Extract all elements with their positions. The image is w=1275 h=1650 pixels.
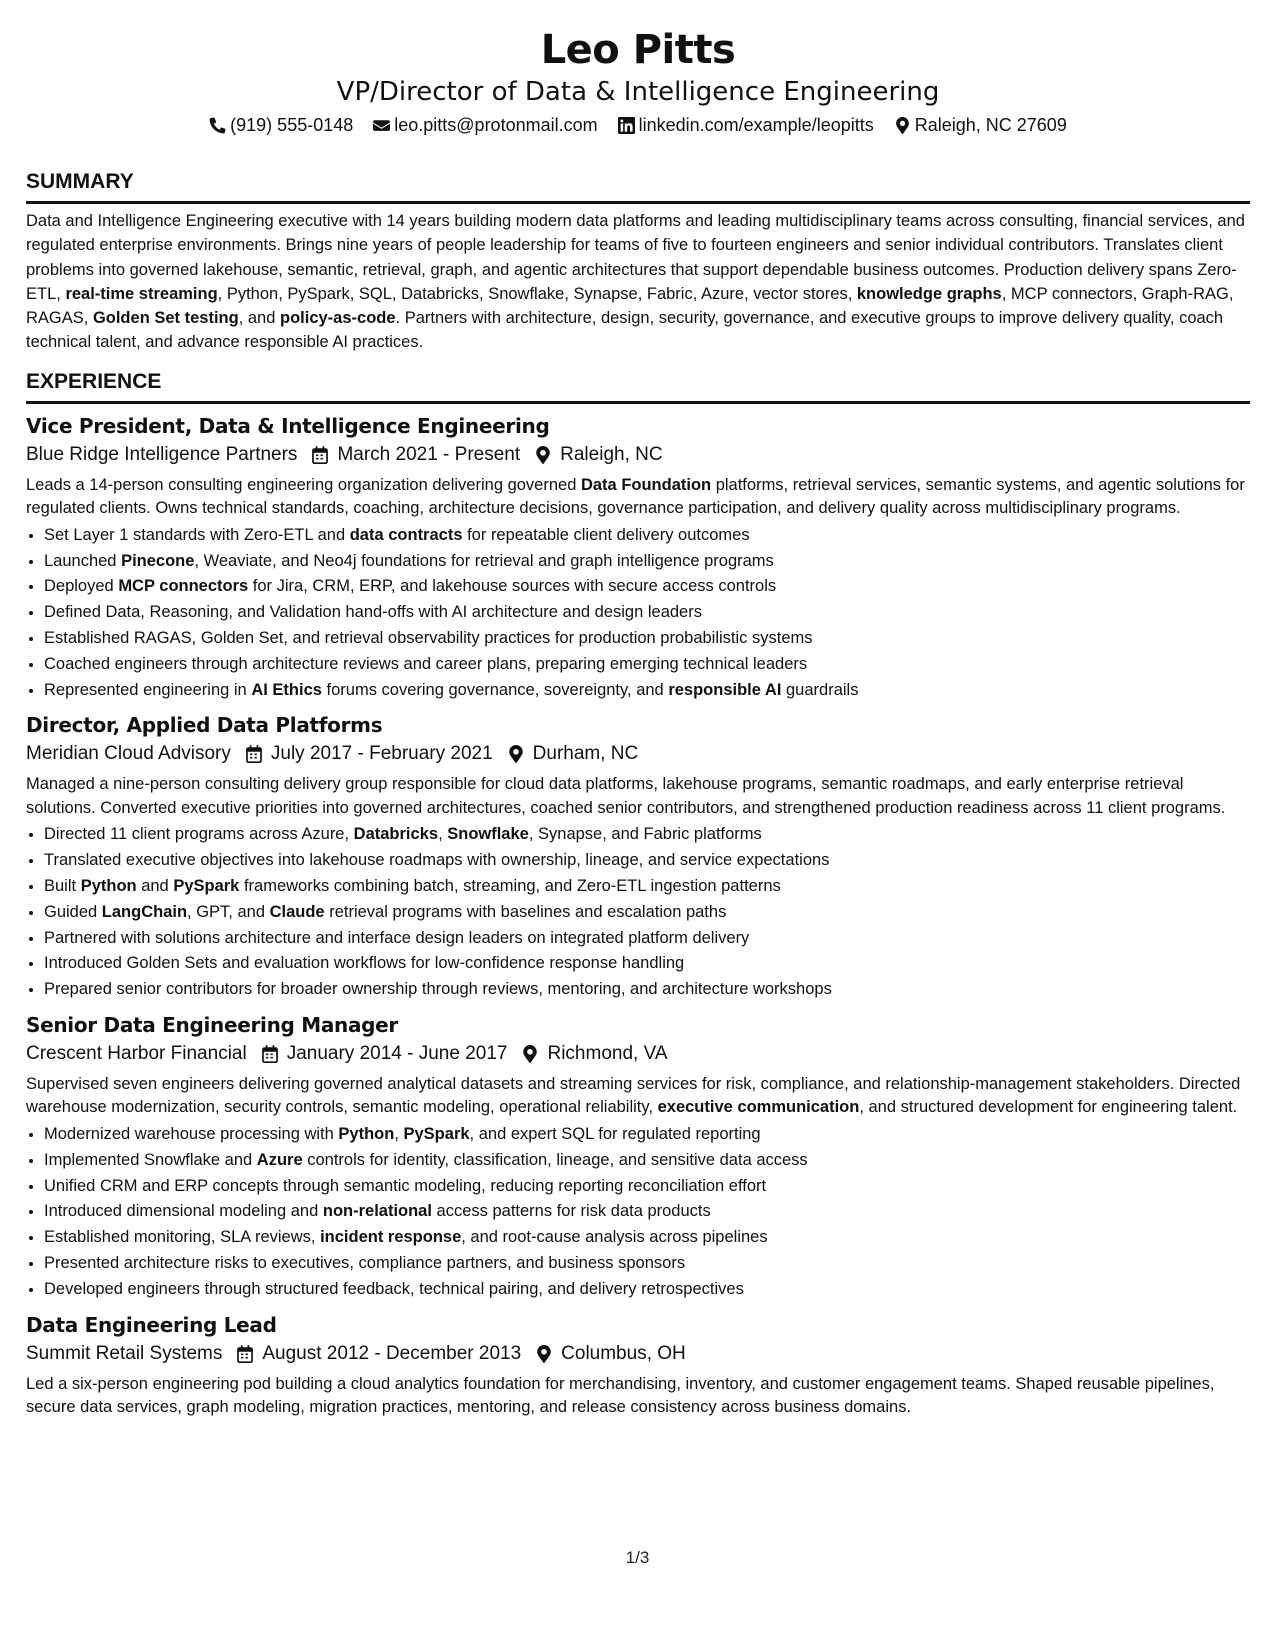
bold-text-run: LangChain bbox=[101, 902, 188, 921]
achievement-item bbox=[44, 1277, 1250, 1303]
text-run: Led a six-person engineering pod building a cloud analytics foundation for merchandising, inventory, and customer engagement teams. Shaped reusable pipelines, secure data services, graph modeling, migration practices, mentoring, and release consistency across business domains. bbox=[26, 1374, 1215, 1417]
section-divider bbox=[26, 201, 1250, 204]
contact-location-text: Raleigh, NC 27609 bbox=[914, 115, 1067, 135]
calendar-icon bbox=[245, 745, 263, 763]
text-run: , GPT, and bbox=[187, 902, 270, 921]
achievement-item bbox=[44, 951, 1250, 977]
text-run: Leads a 14-person consulting engineering organization delivering governed bbox=[26, 475, 581, 494]
calendar-icon bbox=[236, 1345, 254, 1363]
job-title: Senior Data Engineering Manager bbox=[26, 1012, 398, 1037]
bold-text-run: data contracts bbox=[349, 525, 463, 544]
text-run: Supervised seven engineers delivering governed analytical datasets and streaming services for risk, compliance, and relationship-management stakeholders. Directed warehouse modernization, security controls, semantic modeling, operational reliability, bbox=[26, 1074, 1241, 1117]
text-run: access patterns for risk data products bbox=[431, 1202, 711, 1221]
text-run: Unified CRM and ERP concepts through semantic modeling, reducing reporting reconciliation effort bbox=[44, 1176, 767, 1195]
achievement-item bbox=[44, 926, 1250, 952]
text-run: Guided bbox=[44, 902, 102, 921]
text-run: Modernized warehouse processing with bbox=[44, 1124, 339, 1143]
achievement-item bbox=[44, 600, 1250, 626]
job-entry bbox=[26, 1311, 1250, 1420]
text-run: retrieval programs with baselines and escalation paths bbox=[324, 902, 727, 921]
bold-text-run: Databricks bbox=[353, 825, 439, 844]
achievement-item bbox=[44, 977, 1250, 1003]
bold-text-run: AI Ethics bbox=[251, 680, 322, 699]
job-location: Columbus, OH bbox=[561, 1342, 686, 1364]
text-run: , and structured development for engineering talent. bbox=[859, 1098, 1238, 1117]
bold-text-run: MCP connectors bbox=[118, 577, 249, 596]
job-meta bbox=[26, 1039, 1250, 1069]
job-dates: July 2017 - February 2021 bbox=[270, 743, 493, 765]
job-meta bbox=[26, 440, 1250, 470]
achievement-item bbox=[44, 1225, 1250, 1251]
text-run: Directed 11 client programs across Azure, bbox=[44, 825, 354, 844]
job-company: Crescent Harbor Financial bbox=[26, 1042, 247, 1064]
job-meta bbox=[26, 739, 1250, 769]
contact-linkedin-text: linkedin.com/example/leopitts bbox=[638, 115, 874, 135]
job-location: Durham, NC bbox=[532, 743, 639, 765]
contact-location bbox=[894, 113, 1067, 137]
achievement-item bbox=[44, 848, 1250, 874]
page-number: 1/3 bbox=[625, 1548, 650, 1567]
job-description bbox=[26, 1373, 1250, 1420]
text-run: Built bbox=[44, 876, 81, 895]
bold-text-run: Pinecone bbox=[121, 551, 195, 570]
text-run: , and bbox=[238, 309, 280, 328]
bold-text-run: PySpark bbox=[173, 876, 240, 895]
achievement-item bbox=[44, 549, 1250, 575]
achievement-item bbox=[44, 1251, 1250, 1277]
bold-text-run: responsible AI bbox=[668, 680, 782, 699]
contact-linkedin[interactable] bbox=[618, 113, 874, 137]
resume-header bbox=[26, 25, 1250, 137]
bold-text-run: Azure bbox=[256, 1150, 303, 1169]
text-run: , and expert SQL for regulated reporting bbox=[469, 1124, 761, 1143]
text-run: , bbox=[438, 825, 448, 844]
job-company: Summit Retail Systems bbox=[26, 1342, 223, 1364]
bold-text-run: Python bbox=[80, 876, 137, 895]
bold-text-run: policy-as-code bbox=[280, 309, 396, 328]
text-run: for repeatable client delivery outcomes bbox=[462, 525, 750, 544]
bold-text-run: PySpark bbox=[403, 1124, 470, 1143]
text-run: , Synapse, and Fabric platforms bbox=[528, 825, 762, 844]
achievement-list bbox=[26, 523, 1250, 704]
achievement-item bbox=[44, 652, 1250, 678]
text-run: guardrails bbox=[781, 680, 859, 699]
job-title: Vice President, Data & Intelligence Engineering bbox=[26, 413, 550, 438]
envelope-icon bbox=[373, 117, 390, 134]
map-pin-icon bbox=[507, 745, 525, 763]
achievement-item bbox=[44, 678, 1250, 704]
text-run: frameworks combining batch, streaming, and Zero-ETL ingestion patterns bbox=[239, 876, 781, 895]
job-dates: January 2014 - June 2017 bbox=[286, 1042, 508, 1064]
bold-text-run: Python bbox=[338, 1124, 395, 1143]
text-run: Launched bbox=[44, 551, 122, 570]
text-run: Managed a nine-person consulting delivery group responsible for cloud data platforms, lakehouse programs, semantic roadmaps, and early enterprise retrieval solutions. Converted executive priorities into governed architectures, coached senior contributors, and strengthened production readiness across 11 client programs. bbox=[26, 775, 1226, 817]
text-run: Prepared senior contributors for broader ownership through reviews, mentoring, and architecture workshops bbox=[44, 980, 832, 999]
text-run: , Python, PySpark, SQL, Databricks, Snowflake, Synapse, Fabric, Azure, vector stores, bbox=[217, 284, 857, 303]
text-run: Data and Intelligence Engineering executive with 14 years building modern data platforms and leading multidisciplinary teams across consulting, financial services, and regulated enterprise environments. Brings nine years of people leadership for teams of five to fourteen engineers and senior individual contributors. Translates client problems into governed lakehouse, semantic, retrieval, graph, and agentic architectures that support dependable business outcomes. Production delivery spans Zero-ETL, bbox=[26, 212, 1245, 303]
job-description bbox=[26, 773, 1250, 820]
map-pin-icon bbox=[535, 1345, 553, 1363]
bold-text-run: executive communication bbox=[657, 1098, 860, 1117]
text-run: , MCP connectors, Graph-RAG, RAGAS, bbox=[26, 284, 1234, 328]
achievement-item bbox=[44, 900, 1250, 926]
bold-text-run: Golden Set testing bbox=[92, 309, 239, 328]
job-company: Meridian Cloud Advisory bbox=[26, 743, 231, 765]
section-divider bbox=[26, 401, 1250, 404]
achievement-item bbox=[44, 1122, 1250, 1148]
job-description bbox=[26, 474, 1250, 521]
job-location: Raleigh, NC bbox=[560, 443, 663, 465]
achievement-item bbox=[44, 574, 1250, 600]
job-entry bbox=[26, 711, 1250, 1003]
map-pin-icon bbox=[534, 446, 552, 464]
contact-phone-text: (919) 555-0148 bbox=[230, 115, 354, 135]
job-title: Director, Applied Data Platforms bbox=[26, 713, 383, 738]
text-run: Defined Data, Reasoning, and Validation hand-offs with AI architecture and design leaders bbox=[44, 603, 702, 622]
bold-text-run: Claude bbox=[269, 902, 325, 921]
map-pin-icon bbox=[521, 1045, 539, 1063]
summary-heading: SUMMARY bbox=[26, 170, 134, 193]
contact-bar bbox=[26, 113, 1250, 137]
job-list bbox=[26, 412, 1250, 1420]
achievement-list bbox=[26, 1122, 1250, 1303]
linkedin-icon bbox=[618, 117, 635, 134]
text-run: forums covering governance, sovereignty, and bbox=[321, 680, 669, 699]
job-location: Richmond, VA bbox=[547, 1042, 668, 1064]
text-run: Translated executive objectives into lakehouse roadmaps with ownership, lineage, and service expectations bbox=[44, 851, 830, 870]
achievement-item bbox=[44, 822, 1250, 848]
achievement-item bbox=[44, 874, 1250, 900]
achievement-item bbox=[44, 626, 1250, 652]
phone-icon bbox=[209, 117, 226, 134]
text-run: for Jira, CRM, ERP, and lakehouse sources with secure access controls bbox=[248, 577, 777, 596]
text-run: and bbox=[136, 876, 174, 895]
text-run: Developed engineers through structured feedback, technical pairing, and delivery retrospectives bbox=[44, 1279, 744, 1298]
text-run: Deployed bbox=[44, 577, 119, 596]
contact-email[interactable] bbox=[373, 113, 597, 137]
text-run: . Partners with architecture, design, security, governance, and executive groups to improve delivery quality, coach technical talent, and advance responsible AI practices. bbox=[26, 309, 1224, 352]
contact-phone bbox=[209, 113, 353, 137]
bold-text-run: incident response bbox=[320, 1228, 462, 1247]
summary-section bbox=[26, 169, 1250, 355]
text-run: Presented architecture risks to executives, compliance partners, and business sponsors bbox=[44, 1253, 686, 1272]
candidate-headline: VP/Director of Data & Intelligence Engineering bbox=[336, 77, 940, 107]
text-run: Introduced Golden Sets and evaluation workflows for low-confidence response handling bbox=[44, 954, 685, 973]
text-run: Partnered with solutions architecture and interface design leaders on integrated platform delivery bbox=[44, 928, 750, 947]
text-run: Coached engineers through architecture reviews and career plans, preparing emerging technical leaders bbox=[44, 654, 808, 673]
calendar-icon bbox=[311, 446, 329, 464]
experience-heading: EXPERIENCE bbox=[26, 369, 162, 393]
job-entry bbox=[26, 1011, 1250, 1303]
text-run: , bbox=[394, 1124, 404, 1143]
summary-text bbox=[26, 209, 1250, 355]
bold-text-run: knowledge graphs bbox=[856, 284, 1002, 303]
achievement-item bbox=[44, 523, 1250, 549]
text-run: Represented engineering in bbox=[44, 680, 252, 699]
job-meta bbox=[26, 1339, 1250, 1369]
contact-email-text: leo.pitts@protonmail.com bbox=[394, 115, 598, 135]
achievement-list bbox=[26, 822, 1250, 1003]
achievement-item bbox=[44, 1148, 1250, 1174]
text-run: Implemented Snowflake and bbox=[44, 1150, 257, 1169]
text-run: , and root-cause analysis across pipelines bbox=[461, 1228, 768, 1247]
job-dates: August 2012 - December 2013 bbox=[262, 1342, 522, 1364]
text-run: Introduced dimensional modeling and bbox=[44, 1202, 323, 1221]
candidate-name: Leo Pitts bbox=[540, 27, 736, 73]
job-title: Data Engineering Lead bbox=[26, 1312, 277, 1337]
job-description bbox=[26, 1073, 1250, 1120]
achievement-item bbox=[44, 1174, 1250, 1200]
experience-section bbox=[26, 369, 1250, 1420]
bold-text-run: real-time streaming bbox=[65, 284, 218, 303]
resume-page bbox=[26, 0, 1250, 1420]
achievement-item bbox=[44, 1199, 1250, 1225]
text-run: , Weaviate, and Neo4j foundations for retrieval and graph intelligence programs bbox=[194, 551, 774, 570]
text-run: platforms, retrieval services, semantic systems, and agentic solutions for regulated clients. Owns technical standards, coaching, architecture decisions, governance participation, and delivery quality across multidisciplinary programs. bbox=[26, 475, 1245, 518]
job-company: Blue Ridge Intelligence Partners bbox=[26, 443, 298, 465]
bold-text-run: non-relational bbox=[322, 1202, 432, 1221]
map-pin-icon bbox=[894, 117, 911, 134]
text-run: controls for identity, classification, lineage, and sensitive data access bbox=[302, 1150, 808, 1169]
calendar-icon bbox=[261, 1045, 279, 1063]
job-dates: March 2021 - Present bbox=[337, 443, 521, 465]
text-run: Established RAGAS, Golden Set, and retrieval observability practices for production probabilistic systems bbox=[44, 628, 813, 647]
bold-text-run: Data Foundation bbox=[580, 475, 712, 494]
job-entry bbox=[26, 412, 1250, 704]
text-run: Established monitoring, SLA reviews, bbox=[44, 1228, 321, 1247]
text-run: Set Layer 1 standards with Zero-ETL and bbox=[44, 525, 350, 544]
bold-text-run: Snowflake bbox=[447, 825, 529, 844]
